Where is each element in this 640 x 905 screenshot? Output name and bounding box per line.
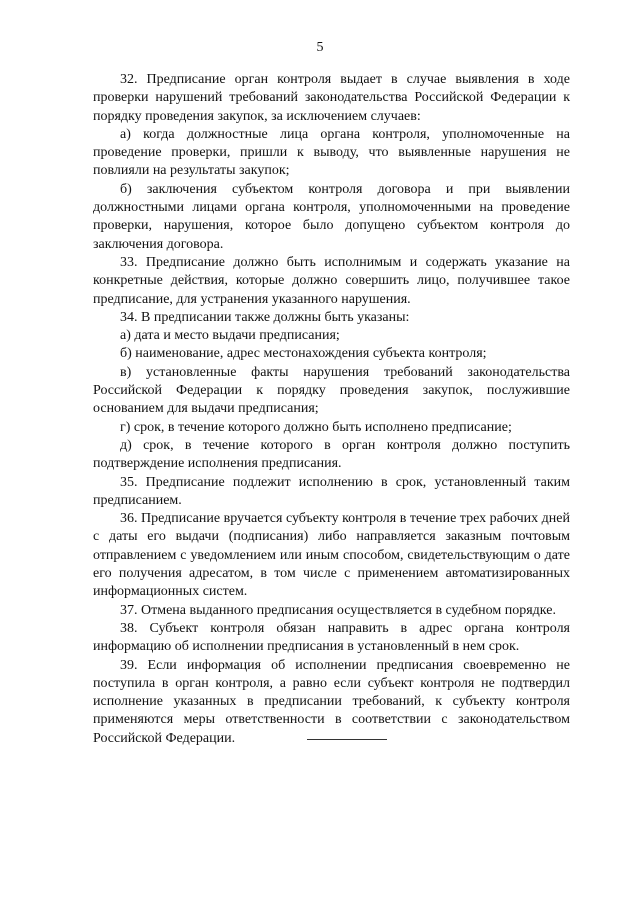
paragraph-32-b: б) заключения субъектом контроля договора и при выявлении должностными лицами органа контроля, уполномоченными на проведение проверки, нарушения, которое было допущено субъектом контроля до заключения договора. [93, 181, 570, 252]
paragraph-39: 39. Если информация об исполнении предписания своевременно не поступила в орган контроля, а равно если субъект контроля не подтвердил исполнение указанных в предписании требований, к субъекту контроля применяются меры ответственности в соответствии с законодательством Российской Федерации. [93, 657, 570, 746]
paragraph-32-a: а) когда должностные лица органа контроля, уполномоченные на проведение проверки, пришли к выводу, что выявленные нарушения не повлияли на результаты закупок; [93, 126, 570, 179]
paragraph-34: 34. В предписании также должны быть указаны: [120, 309, 410, 325]
paragraph-37: 37. Отмена выданного предписания осуществляется в судебном порядке. [120, 602, 556, 618]
paragraph-35: 35. Предписание подлежит исполнению в срок, установленный таким предписанием. [93, 474, 570, 508]
paragraph-34-b: б) наименование, адрес местонахождения субъекта контроля; [120, 346, 487, 362]
paragraph-38: 38. Субъект контроля обязан направить в адрес органа контроля информацию об исполнении предписания в установленный в нем срок. [93, 620, 570, 655]
paragraph-34-a: а) дата и место выдачи предписания; [120, 328, 340, 344]
paragraph-33: 33. Предписание должно быть исполнимым и содержать указание на конкретные действия, которые должно совершить лицо, получившее такое предписание, для устранения указанного нарушения. [93, 254, 570, 307]
end-divider-line [307, 739, 387, 740]
paragraph-32: 32. Предписание орган контроля выдает в случае выявления в ходе проверки нарушений требований законодательства Российской Федерации к порядку проведения закупок, за исключением случаев: [93, 72, 570, 124]
page-number: 5 [316, 40, 324, 55]
paragraph-36: 36. Предписание вручается субъекту контроля в течение трех рабочих дней с даты его выдачи (подписания) либо направляется заказным почтовым отправлением с уведомлением или иным способом, свидетельствующим о дате его получения адресатом, в том числе с применением автоматизированных информационных систем. [93, 511, 570, 600]
paragraph-34-g: г) срок, в течение которого должно быть исполнено предписание; [120, 419, 512, 435]
paragraph-34-v: в) установленные факты нарушения требований законодательства Российской Федерации к порядку проведения закупок, послужившие основанием для выдачи предписания; [93, 364, 570, 417]
document-body [93, 71, 570, 748]
paragraph-34-d: д) срок, в течение которого в орган контроля должно поступить подтверждение исполнения предписания. [93, 437, 570, 472]
